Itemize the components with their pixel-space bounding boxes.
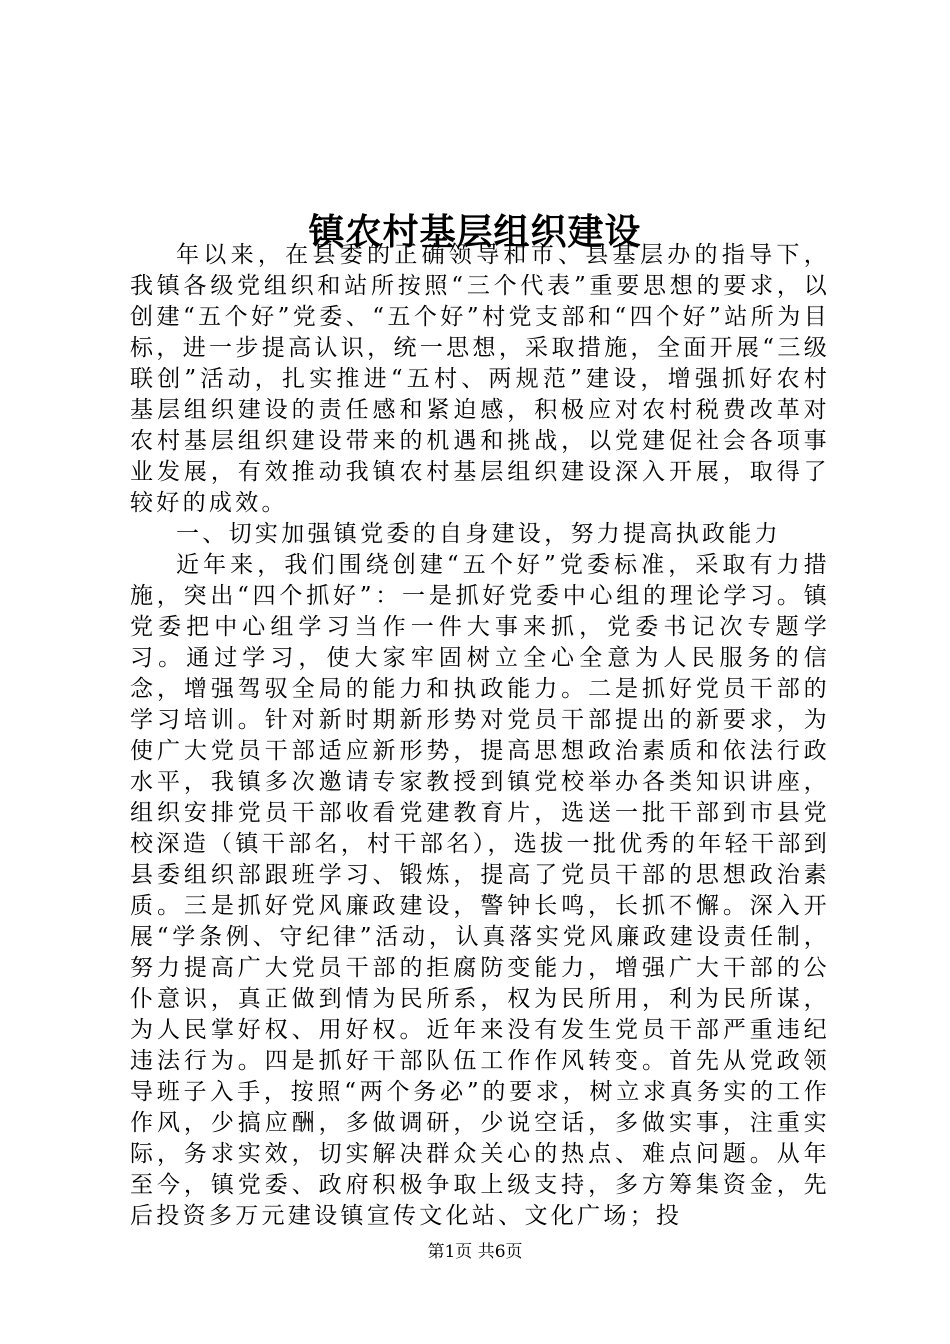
- document-body: [130, 240, 830, 1232]
- document-title: 镇农村基层组织建设: [308, 211, 642, 254]
- section-heading-1: 一、切实加强镇党委的自身建设，努力提高执政能力: [176, 521, 781, 547]
- page-number-footer: 第1页 共6页: [427, 1242, 523, 1262]
- paragraph-intro: 年以来，在县委的正确领导和市、县基层办的指导下，我镇各级党组织和站所按照“三个代表”重要思想的要求，以创建“五个好”党委、“五个好”村党支部和“四个好”站所为目标，进一步提高认识，统一思想，采取措施，全面开展“三级联创”活动，扎实推进“五村、两规范”建设，增强抓好农村基层组织建设的责任感和紧迫感，积极应对农村税费改革对农村基层组织建设带来的机遇和挑战，以党建促社会各项事业发展，有效推动我镇农村基层组织建设深入开展，取得了较好的成效。: [130, 242, 830, 516]
- paragraph-section-1: 近年来，我们围绕创建“五个好”党委标准，采取有力措施，突出“四个抓好”：一是抓好党委中心组的理论学习。镇党委把中心组学习当作一件大事来抓，党委书记次专题学习。通过学习，使大家牢固树立全心全意为人民服务的信念，增强驾驭全局的能力和执政能力。二是抓好党员干部的学习培训。针对新时期新形势对党员干部提出的新要求，为使广大党员干部适应新形势，提高思想政治素质和依法行政水平，我镇多次邀请专家教授到镇党校举办各类知识讲座，组织安排党员干部收看党建教育片，选送一批干部到市县党校深造（镇干部名，村干部名），选拔一批优秀的年轻干部到县委组织部跟班学习、锻炼，提高了党员干部的思想政治素质。三是抓好党风廉政建设，警钟长鸣，长抓不懈。深入开展“学条例、守纪律”活动，认真落实党风廉政建设责任制，努力提高广大党员干部的拒腐防变能力，增强广大干部的公仆意识，真正做到情为民所系，权为民所用，利为民所谋，为人民掌好权、用好权。近年来没有发生党员干部严重违纪违法行为。四是抓好干部队伍工作作风转变。首先从党政领导班子入手，按照“两个务必”的要求，树立求真务实的工作作风，少搞应酬，多做调研，少说空话，多做实事，注重实际，务求实效，切实解决群众关心的热点、难点问题。从年至今，镇党委、政府积极争取上级支持，多方筹集资金，先后投资多万元建设镇宣传文化站、文化广场；投: [130, 552, 830, 1229]
